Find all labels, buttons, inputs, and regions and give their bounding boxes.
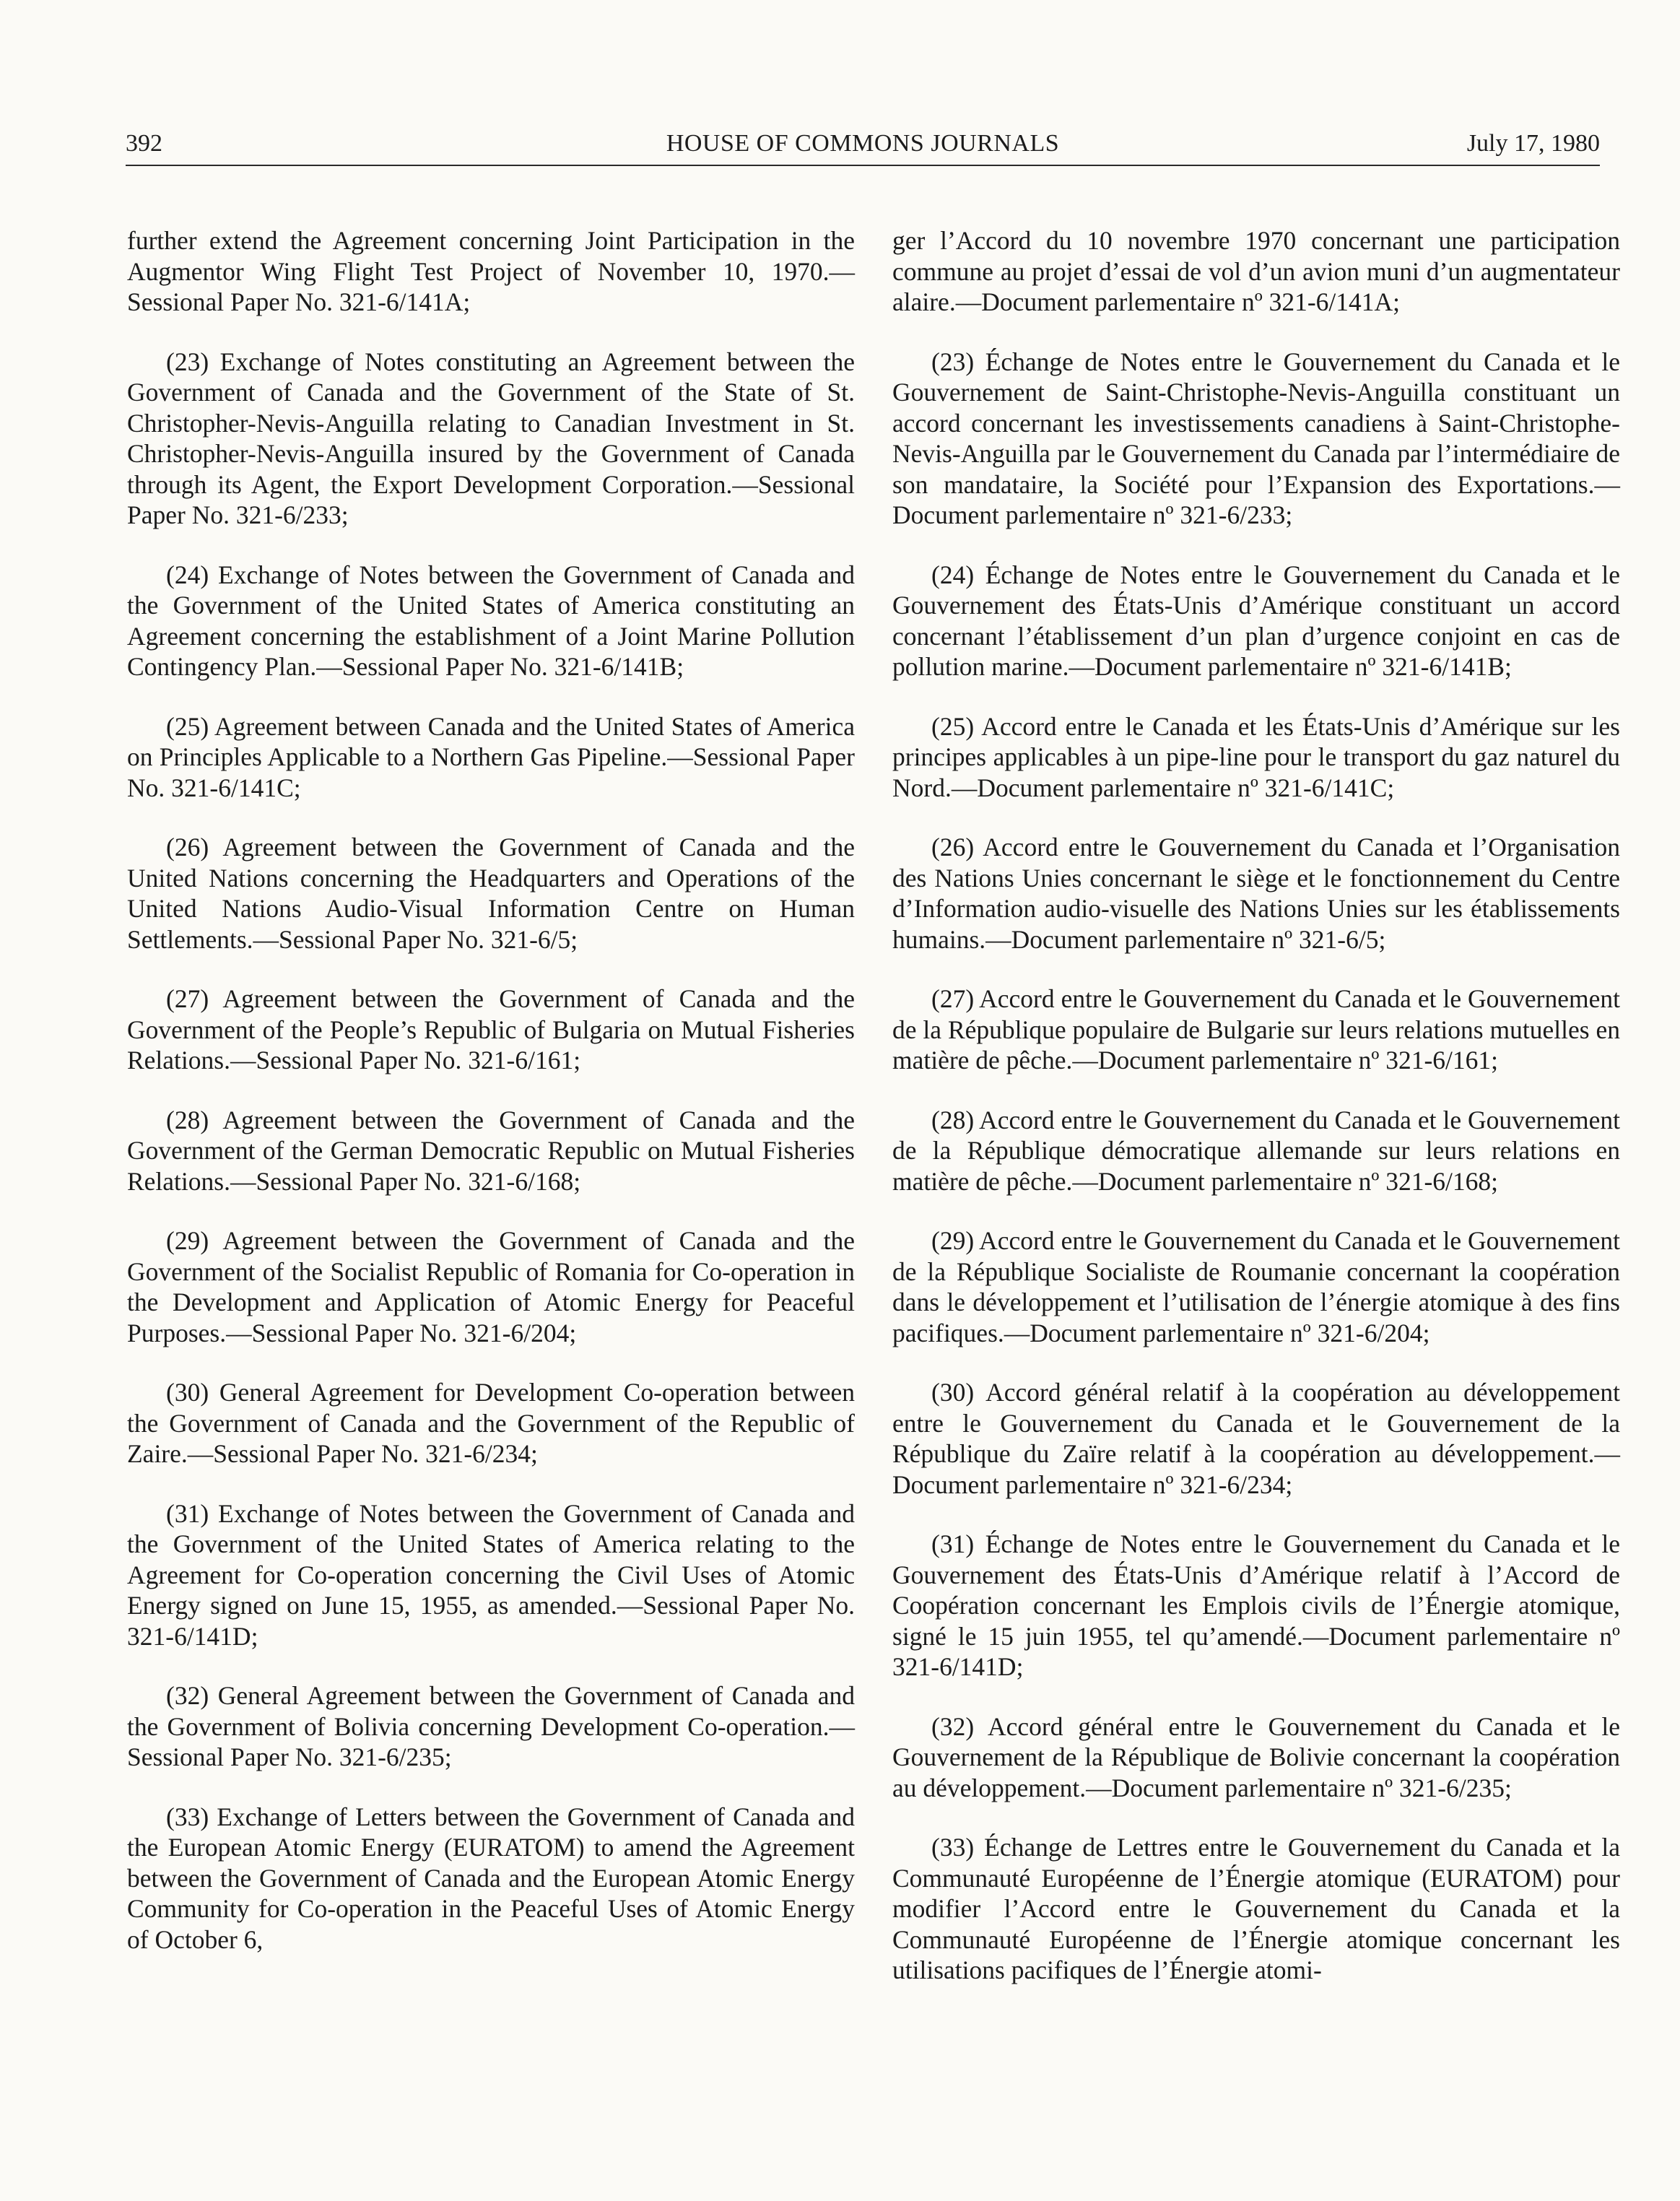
paragraph-item-33: (33) Exchange of Letters between the Government of Canada and the European Atomic Energy (EURATOM) to amend the Agreement between the Government of Canada and the European Atomic Energy Community for Co-operation in the Peaceful Uses of Atomic Energy of October 6,	[127, 1802, 855, 1954]
paragraph-item-31: (31) Échange de Notes entre le Gouvernement du Canada et le Gouvernement des États-Unis d’Amérique relatif à l’Accord de Coopération concernant les Emplois civils de l’Énergie atomique, signé le 15 juin 1955, tel qu’amendé.—Document parlementaire nº 321-6/141D;	[892, 1529, 1620, 1681]
paragraph-item-25: (25) Accord entre le Canada et les États-Unis d’Amérique sur les principes applicables à un pipe-line pour le transport du gaz naturel du Nord.—Document parlementaire nº 321-6/141C;	[892, 711, 1620, 802]
paragraph-item-25: (25) Agreement between Canada and the United States of America on Principles Applicable to a Northern Gas Pipeline.—Sessional Paper No. 321-6/141C;	[127, 711, 855, 802]
paragraph-item-31: (31) Exchange of Notes between the Government of Canada and the Government of the United States of America relating to the Agreement for Co-operation concerning the Civil Uses of Atomic Energy signed on June 15, 1955, as amended.—Sessional Paper No. 321-6/141D;	[127, 1498, 855, 1651]
paragraph-item-32: (32) General Agreement between the Government of Canada and the Government of Bolivia concerning Development Co-operation.—Sessional Paper No. 321-6/235;	[127, 1681, 855, 1771]
paragraph-continuation: further extend the Agreement concerning Joint Participation in the Augmentor Wing Flight Test Project of November 10, 1970.—Sessional Paper No. 321-6/141A;	[127, 226, 855, 316]
paragraph-item-30: (30) Accord général relatif à la coopération au développement entre le Gouvernement du Canada et le Gouvernement de la République du Zaïre relatif à la coopération au développement.—Document parlementaire nº 321-6/234;	[892, 1378, 1620, 1499]
paragraph-item-29: (29) Agreement between the Government of Canada and the Government of the Socialist Republic of Romania for Co-operation in the Development and Application of Atomic Energy for Peaceful Purposes.—Sessional Paper No. 321-6/204;	[127, 1226, 855, 1347]
paragraph-item-33: (33) Échange de Lettres entre le Gouvernement du Canada et la Communauté Européenne de l’Énergie atomique (EURATOM) pour modifier l’Accord entre le Gouvernement du Canada et la Communauté Européenne de l’Énergie atomique concernant les utilisations pacifiques de l’Énergie atomi-	[892, 1833, 1620, 1984]
page-number: 392	[126, 130, 162, 157]
french-column	[892, 225, 1620, 2015]
paragraph-item-28: (28) Agreement between the Government of Canada and the Government of the German Democratic Republic on Mutual Fisheries Relations.—Sessional Paper No. 321-6/168;	[127, 1105, 855, 1196]
paragraph-item-28: (28) Accord entre le Gouvernement du Canada et le Gouvernement de la République démocratique allemande sur leurs relations en matière de pêche.—Document parlementaire nº 321-6/168;	[892, 1105, 1620, 1196]
journal-title: HOUSE OF COMMONS JOURNALS	[666, 130, 1060, 157]
paragraph-item-27: (27) Agreement between the Government of Canada and the Government of the People’s Republic of Bulgaria on Mutual Fisheries Relations.—Sessional Paper No. 321-6/161;	[127, 984, 855, 1075]
paragraph-item-32: (32) Accord général entre le Gouvernement du Canada et le Gouvernement de la République de Bolivie concernant la coopération au développement.—Document parlementaire nº 321-6/235;	[892, 1711, 1620, 1802]
paragraph-item-26: (26) Agreement between the Government of Canada and the United Nations concerning the Headquarters and Operations of the United Nations Audio-Visual Information Centre on Human Settlements.—Sessional Paper No. 321-6/5;	[127, 833, 855, 954]
paragraph-item-23: (23) Échange de Notes entre le Gouvernement du Canada et le Gouvernement de Saint-Christophe-Nevis-Anguilla constituant un accord concernant les investissements canadiens à Saint-Christophe-Nevis-Anguilla par le Gouvernement du Canada par l’intermédiaire de son mandataire, la Société pour l’Expansion des Exportations.—Document parlementaire nº 321-6/233;	[892, 347, 1620, 529]
paragraph-item-27: (27) Accord entre le Gouvernement du Canada et le Gouvernement de la République populaire de Bulgarie sur leurs relations mutuelles en matière de pêche.—Document parlementaire nº 321-6/161;	[892, 984, 1620, 1075]
paragraph-item-23: (23) Exchange of Notes constituting an Agreement between the Government of Canada and the Government of the State of St. Christopher-Nevis-Anguilla relating to Canadian Investment in St. Christopher-Nevis-Anguilla insured by the Government of Canada through its Agent, the Export Development Corporation.—Sessional Paper No. 321-6/233;	[127, 347, 855, 529]
paragraph-item-26: (26) Accord entre le Gouvernement du Canada et l’Organisation des Nations Unies concernant le siège et le fonctionnement du Centre d’Information audio-visuelle des Nations Unies sur les établissements humains.—Document parlementaire nº 321-6/5;	[892, 833, 1620, 954]
page-date: July 17, 1980	[1466, 130, 1600, 157]
paragraph-item-24: (24) Échange de Notes entre le Gouvernement du Canada et le Gouvernement des États-Unis d’Amérique constituant un accord concernant l’établissement d’un plan d’urgence conjoint en cas de pollution marine.—Document parlementaire nº 321-6/141B;	[892, 560, 1620, 681]
english-column	[127, 225, 855, 1984]
paragraph-item-24: (24) Exchange of Notes between the Government of Canada and the Government of the United States of America constituting an Agreement concerning the establishment of a Joint Marine Pollution Contingency Plan.—Sessional Paper No. 321-6/141B;	[127, 560, 855, 681]
running-header	[126, 123, 1600, 166]
paragraph-item-30: (30) General Agreement for Development Co-operation between the Government of Canada and the Government of the Republic of Zaire.—Sessional Paper No. 321-6/234;	[127, 1378, 855, 1468]
paragraph-continuation: ger l’Accord du 10 novembre 1970 concernant une participation commune au projet d’essai de vol d’un avion muni d’un augmentateur alaire.—Document parlementaire nº 321-6/141A;	[892, 226, 1620, 316]
paragraph-item-29: (29) Accord entre le Gouvernement du Canada et le Gouvernement de la République Socialiste de Roumanie concernant la coopération dans le développement et l’utilisation de l’énergie atomique à des fins pacifiques.—Document parlementaire nº 321-6/204;	[892, 1226, 1620, 1347]
